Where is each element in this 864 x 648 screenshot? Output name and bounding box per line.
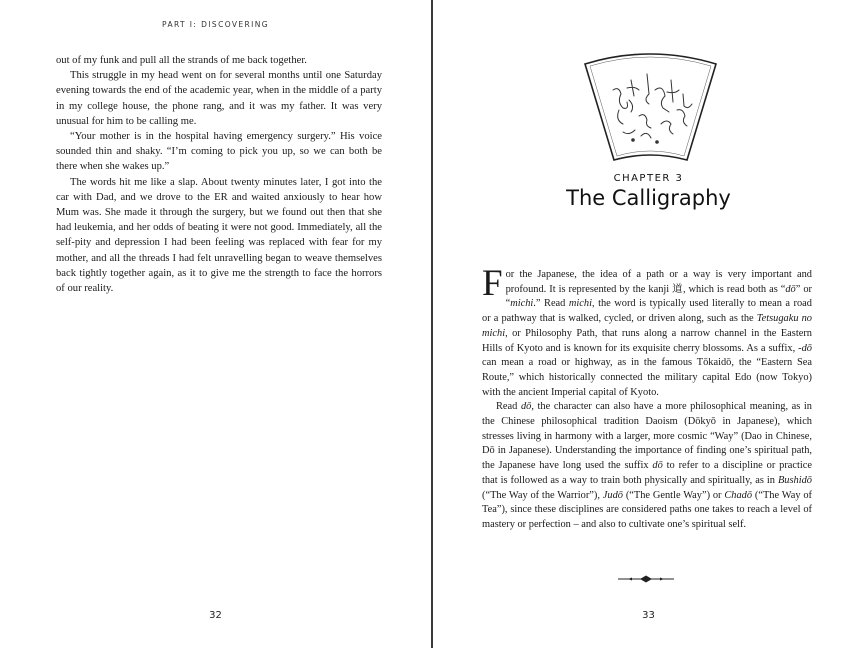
left-paragraph: This struggle in my head went on for several months until one Saturday evening towards the end of the academic year, when in the middle of a party in my college house, the phone rang, and it was my father. It was very unusual for him to be calling me. bbox=[56, 70, 382, 127]
kanji-do: 道 bbox=[672, 283, 683, 295]
left-paragraph: out of my funk and pull all the strands of me back together. bbox=[56, 55, 307, 66]
right-body-text bbox=[482, 263, 813, 533]
left-paragraph: “Your mother is in the hospital having emergency surgery.” His voice sounded thin and shaky. “I’m coming to pick you up, so we can both be there when she wakes up.” bbox=[56, 131, 382, 173]
drop-cap: F bbox=[482, 263, 503, 304]
chapter-label: CHAPTER 3 bbox=[613, 173, 684, 184]
chapter-title: The Calligraphy bbox=[566, 186, 731, 210]
section-divider-ornament bbox=[616, 574, 676, 584]
left-paragraph: The words hit me like a slap. About twenty minutes later, I got into the car with Dad, and we drove to the ER and waited anxiously to hear how Mum was. She made it through the surgery, but we found out then that she had leukemia, and her odds of beating it were not good. Immediately, all the self-pity and depression I had been feeling was replaced with fear for my mother, and all the threads I had felt unravelling began to weave themselves back tightly together again, as it to give me the strength to face the horrors of our reality. bbox=[56, 176, 382, 295]
right-page bbox=[433, 0, 864, 648]
running-head: PART I: DISCOVERING bbox=[162, 20, 269, 29]
page-number-left: 32 bbox=[209, 610, 222, 621]
page-number-right: 33 bbox=[642, 610, 655, 621]
left-body-text bbox=[56, 53, 382, 296]
right-paragraph-1: For the Japanese, the idea of a path or a way is very important and profound. It is represented by the kanji 道, which is read both as “dō” or “michi.” Read michi, the word is typically used literally to mean a road or a pathway that is walked, cycled, or driven along, such as the Tetsugaku no michi, or Philosophy Path, that runs along a narrow channel in the Eastern Hills of Kyoto and is known for its exquisite cherry blossoms. As a suffix, -dō can mean a road or highway, as in the famous Tōkaidō, the “Eastern Sea Route,” which historically connected the military capital Edo (now Tokyo) with the ancient Imperial capital of Kyoto. bbox=[482, 263, 813, 398]
right-paragraph-2: Read dō, the character can also have a more philosophical meaning, as in the Chinese philosophical tradition Daoism (Dōkyō in Japanese), which stresses living in harmony with a larger, more cosmic “Way” (Dao in Chinese, Dō in Japanese). Understanding the importance of finding one’s spiritual path, the Japanese have long used the suffix dō to refer to a discipline or practice that is followed as a way to train both physically and spiritually, as in Bushidō (“The Way of the Warrior”), Judō (“The Gentle Way”) or Chadō (“The Way of Tea”), since these disciplines are considered paths one takes to reach a level of mastery or perfection – and also to cultivate one’s spiritual self. bbox=[482, 401, 813, 530]
left-page bbox=[0, 0, 431, 648]
calligraphy-fan-icon bbox=[583, 50, 718, 162]
